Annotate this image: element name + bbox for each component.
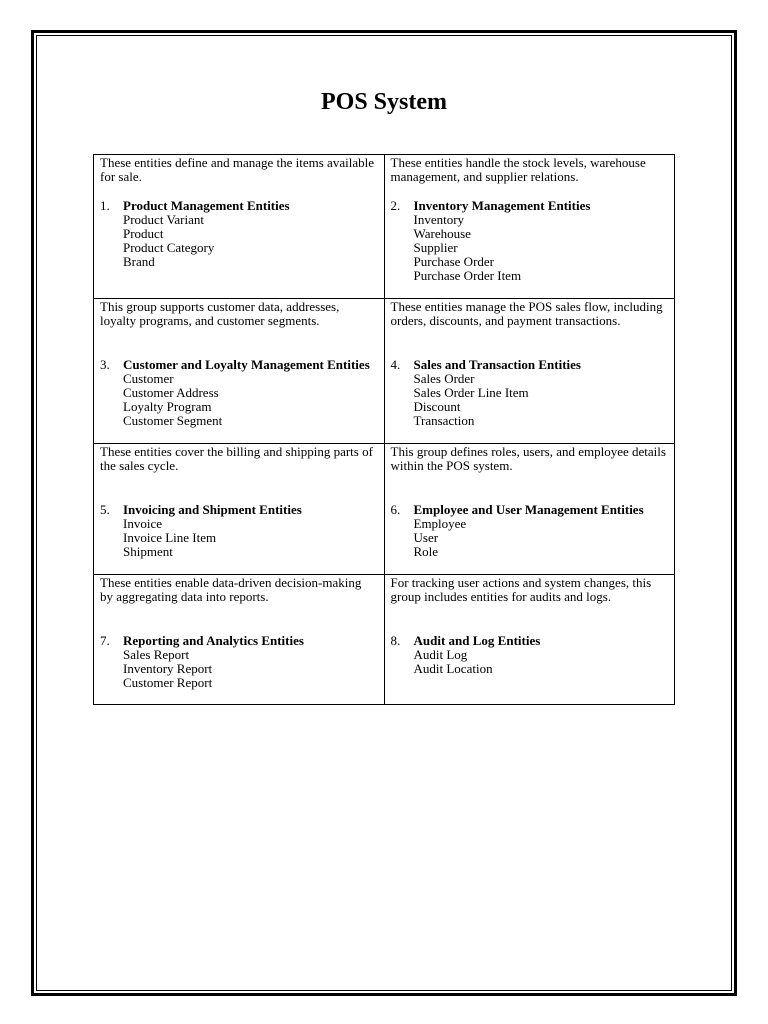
group-body — [123, 199, 378, 269]
entity-item: Invoice — [123, 516, 162, 531]
group-section — [391, 634, 669, 676]
entity-item: Product Variant — [123, 212, 204, 227]
group-number: 5. — [100, 502, 110, 517]
group-body — [414, 503, 669, 559]
entity-item: Product Category — [123, 240, 215, 255]
group-number: 7. — [100, 633, 110, 648]
group-description: This group supports customer data, addresses, loyalty programs, and customer segments. — [100, 299, 340, 328]
group-number: 3. — [100, 357, 110, 372]
entity-item: Sales Report — [123, 647, 190, 662]
group-section — [391, 358, 669, 428]
table-row — [94, 575, 675, 705]
group-heading: Sales and Transaction Entities — [413, 357, 581, 372]
group-description: These entities manage the POS sales flow, including orders, discounts, and payment transactions. — [390, 299, 663, 328]
group-section — [391, 199, 669, 283]
group-number: 6. — [390, 502, 401, 517]
entity-item: Employee — [413, 516, 467, 531]
group-section — [100, 503, 378, 559]
entity-item: Loyalty Program — [123, 399, 212, 414]
group-cell — [384, 155, 675, 299]
group-number: 2. — [390, 198, 401, 213]
group-body — [123, 634, 378, 690]
group-cell — [94, 155, 385, 299]
group-section — [100, 358, 378, 428]
group-body — [123, 503, 378, 559]
table-row — [94, 155, 675, 299]
group-cell — [384, 299, 675, 444]
entity-item: Customer Segment — [123, 413, 223, 428]
group-description: These entities handle the stock levels, warehouse management, and supplier relations. — [390, 155, 646, 184]
group-description: These entities cover the billing and shipping parts of the sales cycle. — [100, 444, 373, 473]
group-heading: Product Management Entities — [123, 198, 290, 213]
table-row — [94, 444, 675, 575]
group-body — [123, 358, 378, 428]
group-heading: Customer and Loyalty Management Entities — [123, 357, 370, 372]
group-cell — [384, 444, 675, 575]
group-cell — [94, 299, 385, 444]
entity-item: Product — [123, 226, 164, 241]
entity-item: Invoice Line Item — [123, 530, 217, 545]
group-cell — [384, 575, 675, 705]
entity-item: Customer Report — [123, 675, 213, 690]
group-cell — [94, 444, 385, 575]
entity-item: Discount — [413, 399, 461, 414]
group-body — [414, 358, 669, 428]
entity-item: Customer Address — [123, 385, 219, 400]
entity-item: Shipment — [123, 544, 173, 559]
group-number: 1. — [100, 198, 110, 213]
group-section — [100, 199, 378, 269]
entity-item: Warehouse — [413, 226, 471, 241]
entity-item: Inventory Report — [123, 661, 213, 676]
entity-item: Inventory — [413, 212, 465, 227]
group-body — [414, 199, 669, 283]
entity-item: Audit Log — [413, 647, 468, 662]
entity-item: Purchase Order — [413, 254, 494, 269]
group-section — [100, 634, 378, 690]
group-heading: Reporting and Analytics Entities — [123, 633, 304, 648]
group-number: 4. — [390, 357, 401, 372]
entity-item: Customer — [123, 371, 174, 386]
entity-item: Role — [413, 544, 439, 559]
entity-item: Transaction — [413, 413, 475, 428]
entity-item: Brand — [123, 254, 155, 269]
group-description: For tracking user actions and system changes, this group includes entities for audits and logs. — [390, 575, 652, 604]
group-description: These entities define and manage the items available for sale. — [100, 155, 374, 184]
group-body — [414, 634, 669, 676]
table-row — [94, 299, 675, 444]
group-heading: Employee and User Management Entities — [413, 502, 644, 517]
entity-item: Sales Order Line Item — [413, 385, 529, 400]
page-title: POS System — [321, 89, 447, 115]
group-number: 8. — [390, 633, 401, 648]
entity-item: User — [413, 530, 439, 545]
entity-item: Purchase Order Item — [413, 268, 522, 283]
group-description: These entities enable data-driven decision-making by aggregating data into reports. — [100, 575, 362, 604]
entity-item: Supplier — [413, 240, 458, 255]
group-section — [391, 503, 669, 559]
group-heading: Invoicing and Shipment Entities — [123, 502, 302, 517]
group-heading: Inventory Management Entities — [413, 198, 591, 213]
group-heading: Audit and Log Entities — [413, 633, 541, 648]
entity-item: Audit Location — [413, 661, 493, 676]
entity-item: Sales Order — [413, 371, 475, 386]
entity-groups-table — [93, 154, 675, 705]
group-cell — [94, 575, 385, 705]
group-description: This group defines roles, users, and employee details within the POS system. — [390, 444, 666, 473]
